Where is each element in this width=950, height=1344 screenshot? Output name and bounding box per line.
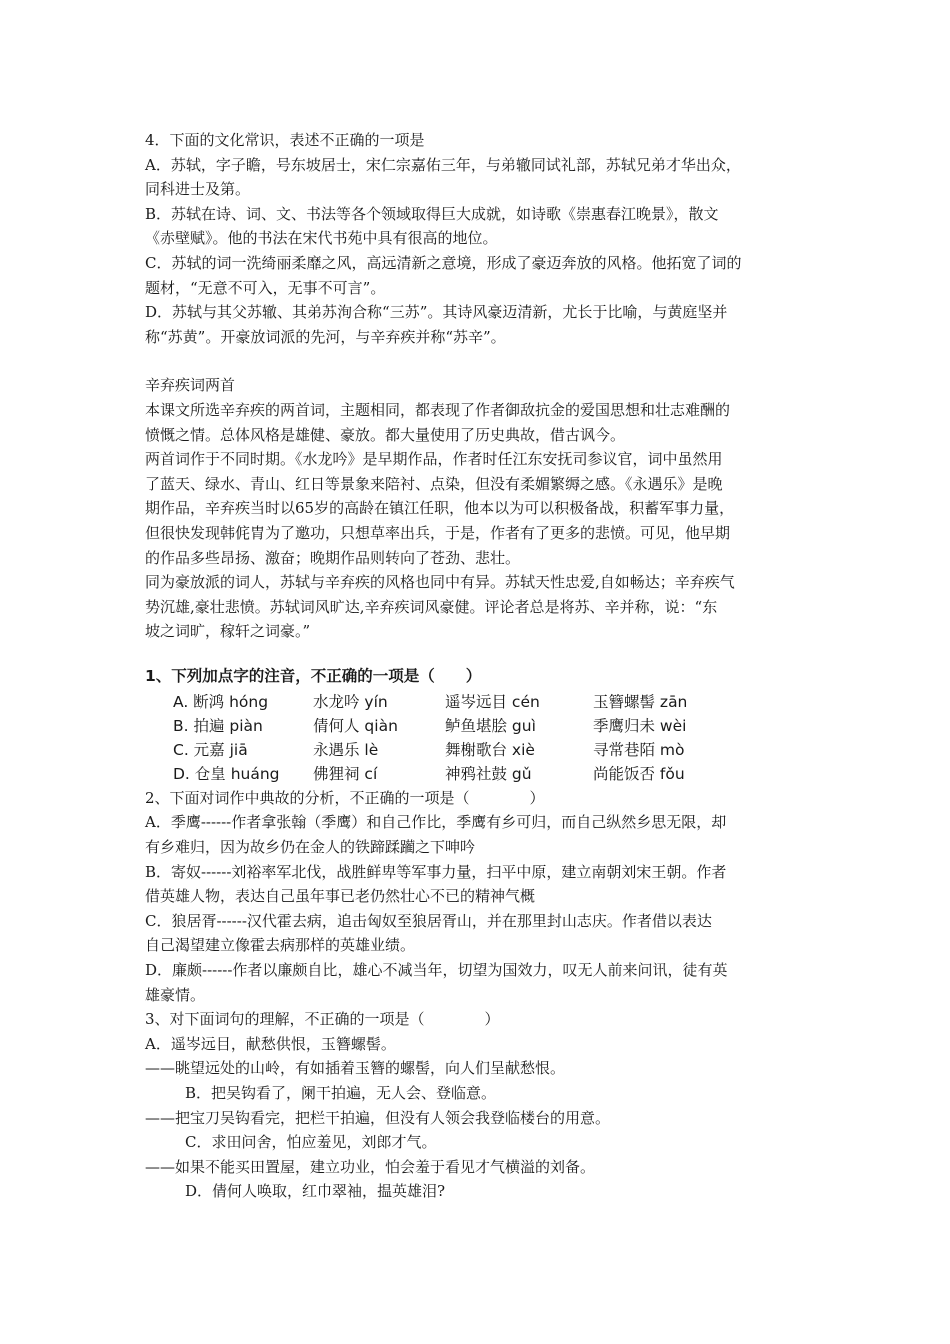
spacer xyxy=(145,644,815,664)
text-line: B．寄奴------刘裕率军北伐，战胜鲜卑等军事力量，扫平中原，建立南朝刘宋王朝。作者 xyxy=(145,862,727,881)
text-line: 自己渴望建立像霍去病那样的英雄业绩。 xyxy=(145,936,416,955)
text-line: 势沉雄,豪壮悲愤。苏轼词风旷达,辛弃疾词风豪健。评论者总是将苏、辛并称，说：“东 xyxy=(145,597,718,616)
text-line: 愤慨之情。总体风格是雄健、豪放。都大量使用了历史典故，借古讽今。 xyxy=(145,425,626,444)
text-line: 雄豪情。 xyxy=(145,985,206,1004)
text-line: 3、对下面词句的理解，不正确的一项是（ ） xyxy=(145,1010,500,1029)
document-page xyxy=(145,128,815,1204)
option-cell: 神鸦社鼓 gǔ xyxy=(445,764,532,783)
text-line: 4．下面的文化常识，表述不正确的一项是 xyxy=(145,131,425,149)
text-line: 两首词作于不同时期。《水龙吟》是早期作品，作者时任江东安抚司参议官，词中虽然用 xyxy=(145,450,723,469)
text-line: C．求田问舍，怕应羞见，刘郎才气。 xyxy=(185,1133,437,1152)
text-line: A．遥岑远目，献愁供恨，玉簪螺髻。 xyxy=(145,1034,396,1053)
text-line: 称“苏黄”。开豪放词派的先河，与辛弃疾并称“苏辛”。 xyxy=(145,327,506,346)
option-cell: 遥岑远目 cén xyxy=(445,692,540,711)
option-cell: 鲈鱼堪脍 guì xyxy=(445,716,536,735)
text-line: 2、下面对词作中典故的分析，不正确的一项是（ ） xyxy=(145,788,545,807)
text-line: B．把吴钩看了，阑干拍遍，无人会、登临意。 xyxy=(185,1084,497,1102)
option-cell: 水龙吟 yín xyxy=(313,692,388,711)
option-cell: D. 仓皇 huáng xyxy=(173,764,280,783)
option-cell: 尚能饭否 fǒu xyxy=(593,764,685,783)
option-cell: 季鹰归未 wèi xyxy=(593,716,687,735)
text-line: ——眺望远处的山岭，有如插着玉簪的螺髻，向人们呈献愁恨。 xyxy=(145,1059,566,1078)
text-line: 题材，“无意不可入，无事不可言”。 xyxy=(145,278,386,297)
option-cell: 玉簪螺髻 zān xyxy=(593,692,688,711)
text-line: C．苏轼的词一洗绮丽柔靡之风，高远清新之意境，形成了豪迈奔放的风格。他拓宽了词的 xyxy=(145,253,742,272)
text-line: 同为豪放派的词人，苏轼与辛弃疾的风格也同中有异。苏轼天性忠爱,自如畅达；辛弃疾气 xyxy=(145,573,735,592)
text-line: D．苏轼与其父苏辙、其弟苏洵合称“三苏”。其诗风豪迈清新，尤长于比喻，与黄庭坚并 xyxy=(145,303,728,322)
option-cell: 舞榭歌台 xiè xyxy=(445,740,535,759)
option-cell: 永遇乐 lè xyxy=(313,740,379,759)
text-line: ——如果不能买田置屋，建立功业，怕会羞于看见才气横溢的刘备。 xyxy=(145,1157,596,1176)
text-line: 但很快发现韩侂胄为了邀功，只想草率出兵，于是，作者有了更多的悲愤。可见，他早期 xyxy=(145,523,731,542)
text-line: 坡之词旷，稼轩之词豪。” xyxy=(145,622,311,641)
text-line: B．苏轼在诗、词、文、书法等各个领域取得巨大成就，如诗歌《崇惠春江晚景》，散文 xyxy=(145,204,719,223)
text-line: A．苏轼，字子瞻，号东坡居士，宋仁宗嘉佑三年，与弟辙同试礼部，苏轼兄弟才华出众， xyxy=(145,155,741,174)
text-line: D．廉颇------作者以廉颇自比，雄心不减当年，切望为国效力，叹无人前来问讯，徒有英 xyxy=(145,961,728,980)
pinyin-options-grid xyxy=(145,690,815,786)
text-line: 借英雄人物，表达自己虽年事已老仍然壮心不已的精神气概 xyxy=(145,887,536,906)
spacer xyxy=(145,349,815,373)
section-heading: 辛弃疾词两首 xyxy=(145,376,236,395)
option-cell: 寻常巷陌 mò xyxy=(593,740,685,759)
text-line: 有乡难归，因为故乡仍在金人的铁蹄蹂躏之下呻吟 xyxy=(145,838,476,857)
option-cell: A. 断鸿 hóng xyxy=(173,692,269,711)
option-cell: C. 元嘉 jiā xyxy=(173,740,248,759)
text-line: 《赤壁赋》。他的书法在宋代书苑中具有很高的地位。 xyxy=(145,229,498,248)
questions-2-3-block xyxy=(145,786,815,1204)
question-4-block xyxy=(145,128,815,349)
option-cell: 佛狸祠 cí xyxy=(313,764,378,783)
text-line: 的作品多些昂扬、激奋；晚期作品则转向了苍劲、悲壮。 xyxy=(145,548,521,567)
question-1-title: 1、下列加点字的注音，不正确的一项是（ ） xyxy=(145,666,482,685)
text-line: 期作品，辛弃疾当时以65岁的高龄在镇江任职，他本以为可以积极备战，积蓄军事力量， xyxy=(145,499,735,518)
text-line: 了蓝天、绿水、青山、红日等景象来陪衬、点染，但没有柔媚繁缛之感。《永遇乐》是晚 xyxy=(145,474,723,493)
xin-qiji-intro-block xyxy=(145,373,815,644)
option-cell: B. 拍遍 piàn xyxy=(173,716,263,735)
text-line: ——把宝刀吴钩看完，把栏干拍遍，但没有人领会我登临楼台的用意。 xyxy=(145,1108,611,1127)
text-line: A．季鹰------作者拿张翰（季鹰）和自己作比，季鹰有乡可归，而自己纵然乡思无限，却 xyxy=(145,813,727,832)
text-line: 本课文所选辛弃疾的两首词，主题相同，都表现了作者御敌抗金的爱国思想和壮志难酬的 xyxy=(145,400,731,419)
option-cell: 倩何人 qiàn xyxy=(313,716,398,735)
text-line: D．倩何人唤取，红巾翠袖，揾英雄泪? xyxy=(185,1182,446,1201)
text-line: C．狼居胥------汉代霍去病，追击匈奴至狼居胥山，并在那里封山志庆。作者借以表达 xyxy=(145,911,712,930)
text-line: 同科进士及第。 xyxy=(145,180,251,199)
question-1-block xyxy=(145,664,815,786)
